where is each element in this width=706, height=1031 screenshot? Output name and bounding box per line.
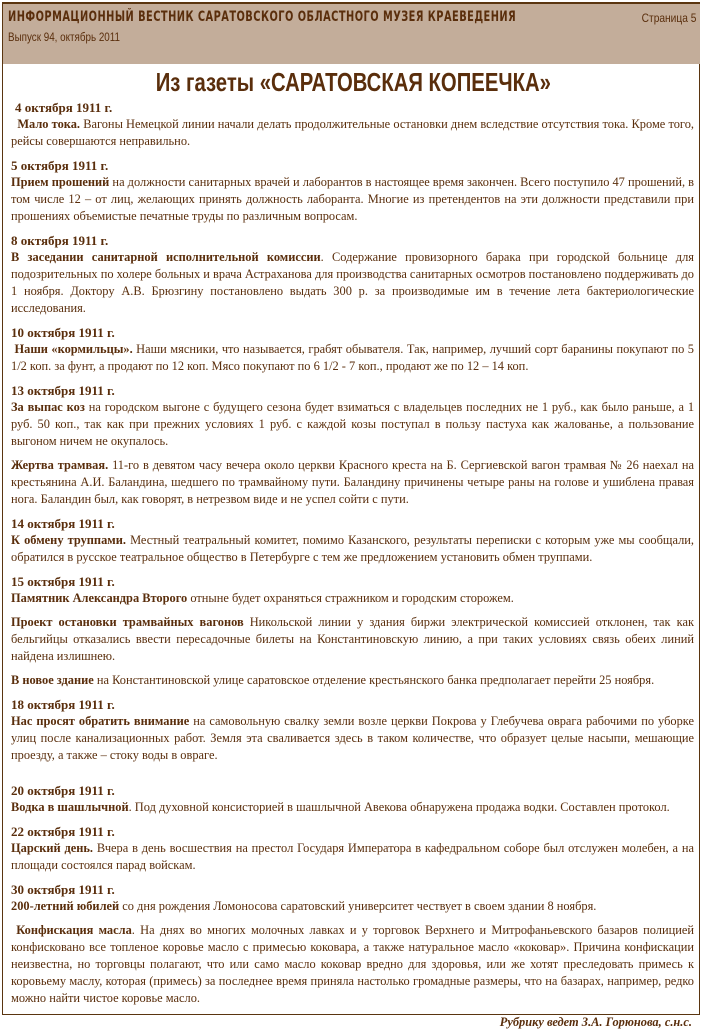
news-body: Наши мясники, что называется, грабят обывателя. Так, например, лучший сорт баранины покупают по 5 1/2 коп. за фунт, а продают по 12 коп. Мясо покупают по 6 1/2 - 7 коп., продают же по 12 – 14 коп. bbox=[11, 342, 694, 373]
news-date: 5 октября 1911 г. bbox=[11, 158, 109, 173]
news-item bbox=[11, 614, 694, 665]
news-headline: К обмену труппами. bbox=[11, 533, 126, 547]
news-item bbox=[11, 99, 694, 150]
news-date: 15 октября 1911 г. bbox=[11, 574, 115, 589]
article-title bbox=[0, 67, 706, 98]
news-text bbox=[11, 457, 694, 508]
news-headline: Водка в шашлычной bbox=[11, 800, 129, 814]
news-headline: 200-летний юбилей bbox=[11, 899, 120, 913]
news-text bbox=[11, 341, 694, 375]
news-headline: Нас просят обратить внимание bbox=[11, 714, 190, 728]
news-text bbox=[11, 614, 694, 665]
news-date: 10 октября 1911 г. bbox=[11, 325, 115, 340]
news-body: Местный театральный комитет, помимо Казанского, результаты переписки с которым уже мы сообщали, обратился в русское театральное общество в Петербурге с тем же предложением установить обмен труппами. bbox=[11, 533, 694, 564]
news-item bbox=[11, 457, 694, 508]
news-item bbox=[11, 881, 694, 915]
news-item bbox=[11, 782, 694, 816]
news-text bbox=[11, 532, 694, 566]
news-headline: Жертва трамвая. bbox=[11, 458, 109, 472]
news-text bbox=[11, 590, 694, 607]
news-text bbox=[11, 922, 694, 1007]
news-item bbox=[11, 515, 694, 566]
news-body: отныне будет охраняться стражником и городским сторожем. bbox=[187, 591, 514, 605]
news-text bbox=[11, 174, 694, 225]
news-body: . Содержание провизорного барака при городской больнице для подозрительных по холере больных и врача Астраханова для производства санитарных осмотров постановлено поддерживать до 1 ноября. Доктору А.В. Брюзгину постановлено выдать 300 р. за производимые им в течение лета бактериологические исследования. bbox=[11, 250, 694, 315]
news-text bbox=[11, 116, 694, 150]
news-body: со дня рождения Ломоносова саратовский университет чествует в своем здании 8 ноября. bbox=[119, 899, 597, 913]
news-text bbox=[11, 840, 694, 874]
news-item bbox=[11, 232, 694, 317]
news-body: Вчера в день восшествия на престол Государя Императора в кафедральном соборе был отслужен молебен, а на площади состоялся парад войскам. bbox=[11, 841, 694, 872]
article-title-text: Из газеты «САРАТОВСКАЯ КОПЕЕЧКА» bbox=[155, 67, 551, 97]
news-item bbox=[11, 382, 694, 450]
news-body: Никольской линии у здания биржи электрической комиссией отклонен, так как бельгийцы отказались ввести пересадочные билеты на Константиновскую линию, а при таких условиях связь обеих линий найдена излишнею. bbox=[11, 615, 694, 663]
news-text bbox=[11, 249, 694, 317]
news-body: . Под духовной консисторией в шашлычной Авекова обнаружена продажа водки. Составлен протокол. bbox=[128, 800, 670, 814]
news-item bbox=[11, 324, 694, 375]
article-body bbox=[11, 99, 694, 1031]
news-date: 30 октября 1911 г. bbox=[11, 882, 115, 897]
news-item bbox=[11, 157, 694, 225]
news-item bbox=[11, 672, 694, 689]
news-item bbox=[11, 922, 694, 1007]
news-body: на Константиновской улице саратовское отделение крестьянского банка предполагает перейти 25 ноября. bbox=[93, 673, 655, 687]
news-date: 20 октября 1911 г. bbox=[11, 783, 115, 798]
news-body: на городском выгоне с будущего сезона будет взиматься с владельцев последних не 1 руб., как было раньше, а 1 руб. 50 коп., так как при прежних условиях 1 руб. с каждой козы поступал в пользу пастуха как жалованье, а пользование выгоном ничем не окупалось. bbox=[11, 400, 695, 448]
news-item bbox=[11, 823, 694, 874]
news-text bbox=[11, 713, 694, 764]
news-item bbox=[11, 696, 694, 764]
newsletter-masthead: ИНФОРМАЦИОННЫЙ ВЕСТНИК САРАТОВСКОГО ОБЛАСТНОГО МУЗЕЯ КРАЕВЕДЕНИЯ bbox=[8, 9, 517, 25]
news-item bbox=[11, 573, 694, 607]
news-headline: Царский день. bbox=[11, 841, 94, 855]
news-headline: Памятник Александра Второго bbox=[11, 591, 188, 605]
news-date: 8 октября 1911 г. bbox=[11, 233, 109, 248]
news-headline: В новое здание bbox=[11, 673, 94, 687]
news-text bbox=[11, 399, 694, 450]
news-text bbox=[11, 672, 694, 689]
news-headline: В заседании санитарной исполнительной комиссии bbox=[11, 250, 321, 264]
news-text bbox=[11, 799, 694, 816]
news-headline: Конфискация масла bbox=[16, 923, 132, 937]
news-body: Вагоны Немецкой линии начали делать продолжительные остановки днем вследствие отсутствия тока. Кроме того, рейсы совершаются неправильно. bbox=[11, 117, 694, 148]
news-date: 18 октября 1911 г. bbox=[11, 697, 115, 712]
news-headline: За выпас коз bbox=[11, 400, 85, 414]
issue-info: Выпуск 94, октябрь 2011 bbox=[8, 30, 121, 44]
news-body: 11-го в девятом часу вечера около церкви Красного креста на Б. Сергиевской вагон трамвая № 26 наехал на крестьянина А.И. Баландина, шедшего по трамвайному пути. Баландину причинены четыре раны на голове и ушиблена правая нога. Баландин был, как говорят, в нетрезвом виде и не успел сойти с пути. bbox=[11, 458, 695, 506]
news-body: на должности санитарных врачей и лаборантов в настоящее время закончен. Всего поступило 47 прошений, в том числе 12 – от лиц, желающих принять должность лаборанта. Многие из претендентов на эти должности представили при прошениях объемистые печатные труды по различным вопросам. bbox=[11, 175, 695, 223]
news-body: . На днях во многих молочных лавках и у торговок Верхнего и Митрофаньевского базаров полицией конфисковано все топленое коровье масло с примесью коковара, а также натуральное масло «коковар». Причина конфискации неизвестна, но торговцы полагают, что или само масло коковар вредно для здоровья, или же хотят преследовать примесь к коровьему маслу, которая (примесь) за последнее время приняла настолько громадные размеры, что на базарах, например, редко можно найти чистое коровье масло. bbox=[11, 923, 694, 1005]
news-headline: Наши «кормильцы». bbox=[14, 342, 133, 356]
news-text bbox=[11, 898, 694, 915]
page-number: Страница 5 bbox=[641, 11, 696, 25]
news-body: на самовольную свалку земли возле церкви Покрова у Глебучева оврага рабочими по уборке улиц после канализационных работ. Земля эта сваливается здесь в таком количестве, что образует целые насыпи, мешающие проезду, а также – стоку воды в овраге. bbox=[11, 714, 694, 762]
news-date: 13 октября 1911 г. bbox=[11, 383, 115, 398]
news-headline: Мало тока. bbox=[17, 117, 81, 131]
spacer bbox=[11, 771, 694, 782]
news-headline: Проект остановки трамвайных вагонов bbox=[11, 615, 244, 629]
news-headline: Прием прошений bbox=[11, 175, 110, 189]
news-date: 14 октября 1911 г. bbox=[11, 516, 115, 531]
column-signature: Рубрику ведет З.А. Горюнова, с.н.с. bbox=[499, 1015, 692, 1029]
news-date: 22 октября 1911 г. bbox=[11, 824, 115, 839]
news-date: 4 октября 1911 г. bbox=[15, 100, 113, 115]
